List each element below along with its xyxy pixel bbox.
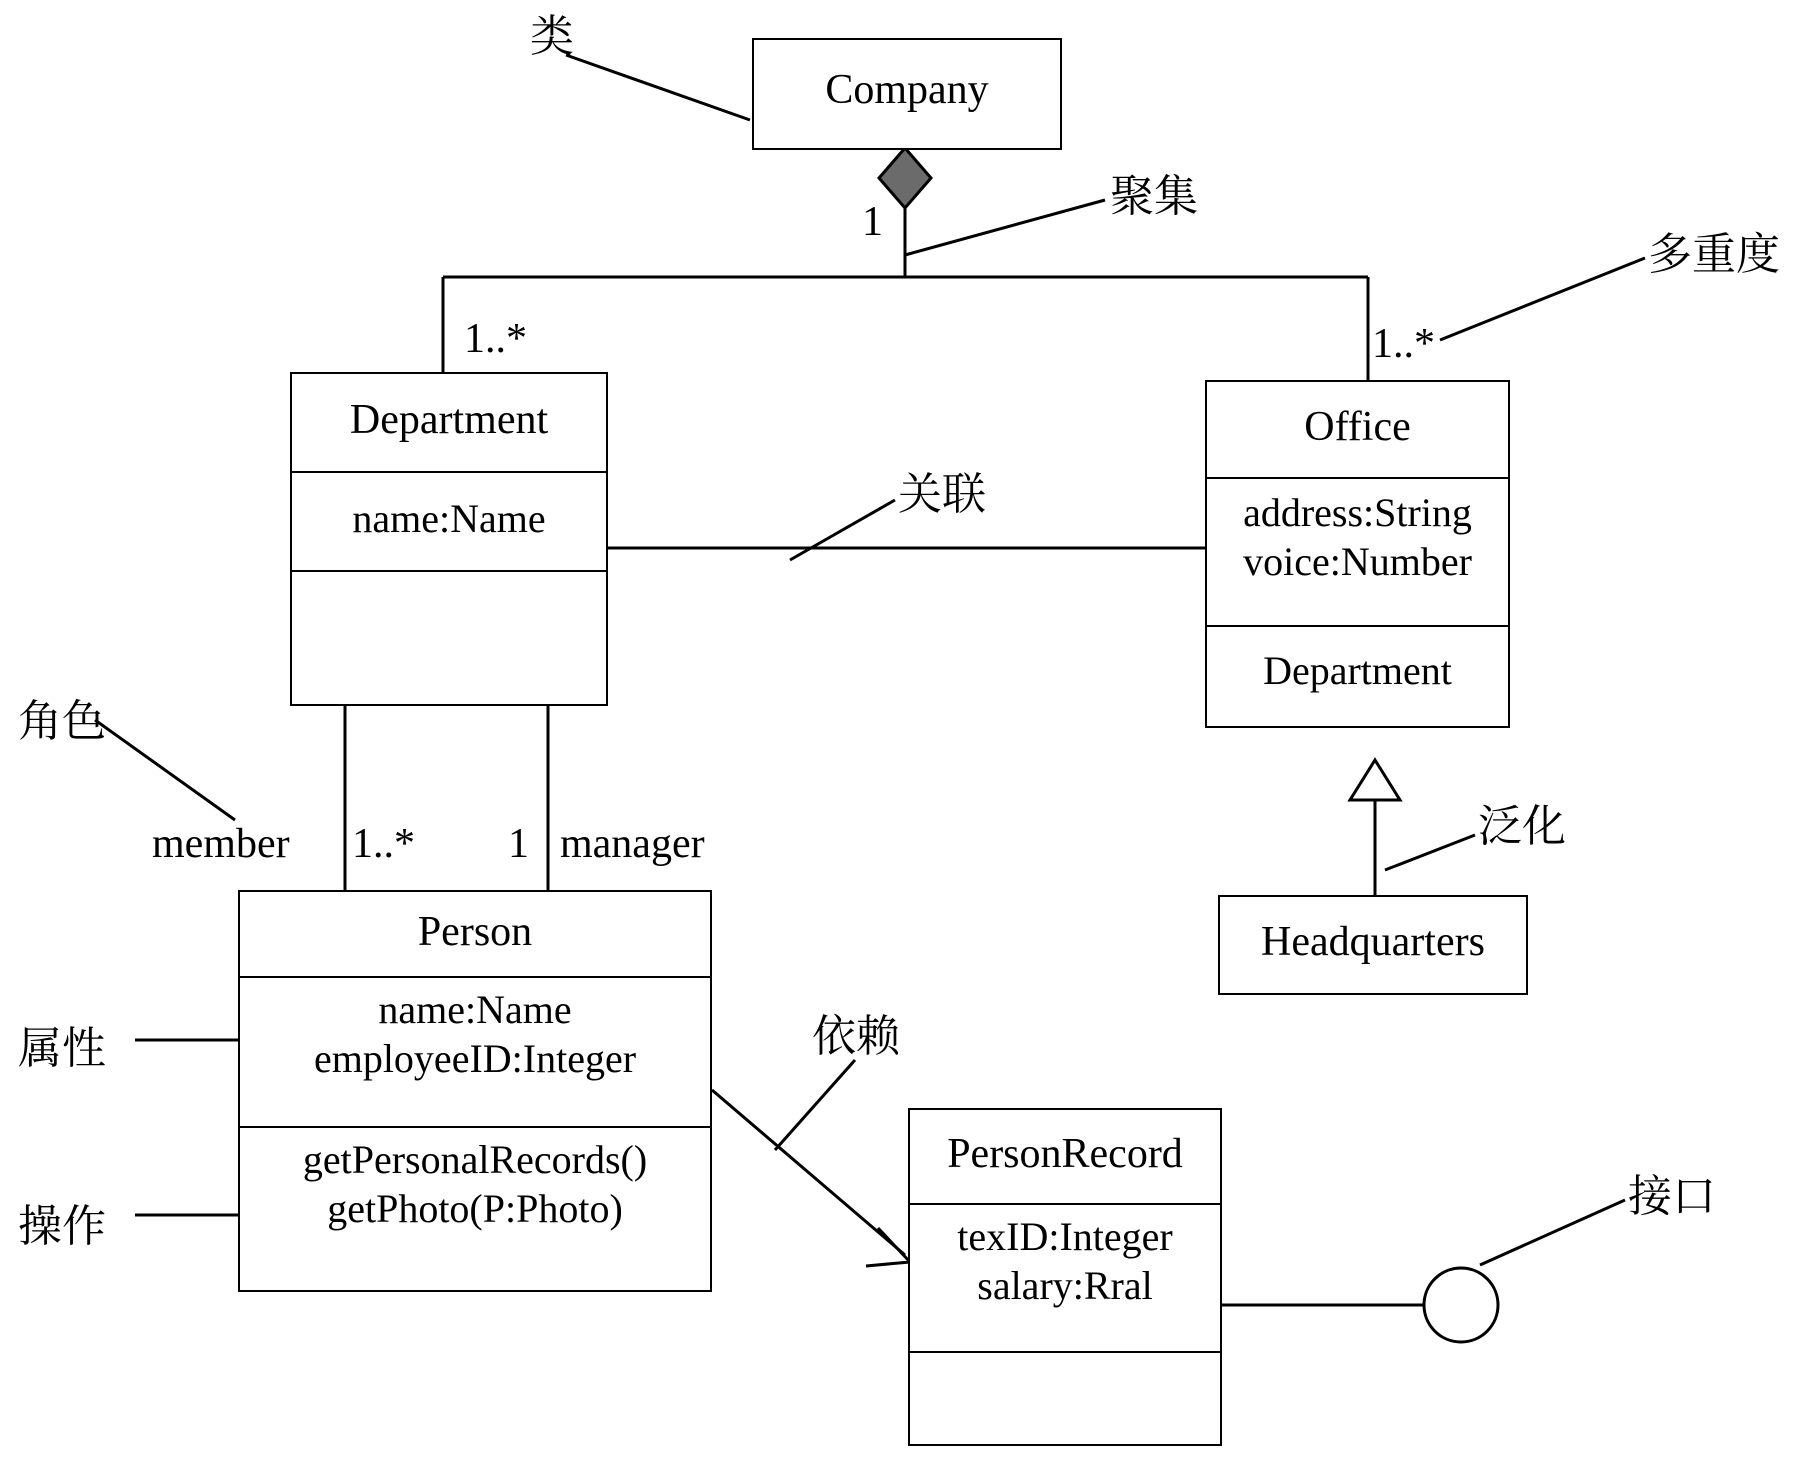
multiplicity-manager: 1 <box>508 821 529 867</box>
class-operation-person-getpersonalrecords: getPersonalRecords() <box>302 1137 648 1182</box>
class-name-headquarters: Headquarters <box>1261 919 1485 965</box>
class-attributes-personrecord <box>910 1205 1220 1351</box>
dependency-line <box>712 1090 905 1255</box>
annotation-role: 角色 <box>18 696 106 747</box>
class-attribute-office-address: address:String <box>1243 490 1472 535</box>
class-operation-person-getphoto: getPhoto(P:Photo) <box>327 1185 623 1231</box>
leader-interface <box>1480 1200 1625 1265</box>
class-name-person: Person <box>417 909 533 955</box>
class-box-headquarters[interactable] <box>1218 895 1528 995</box>
leader-association <box>790 500 895 560</box>
annotation-attribute: 属性 <box>18 1023 106 1074</box>
multiplicity-department: 1..* <box>464 316 527 362</box>
dependency-arrowhead <box>866 1228 910 1266</box>
class-attribute-person-employeeid: employeeID:Integer <box>313 1035 637 1081</box>
annotation-interface: 接口 <box>1628 1171 1716 1222</box>
class-box-personrecord[interactable] <box>908 1108 1222 1446</box>
class-attribute-person-name: name:Name <box>378 987 572 1032</box>
aggregation-diamond <box>879 148 931 208</box>
leader-dependency <box>775 1060 855 1150</box>
class-attribute-department-name: name:Name <box>352 496 546 541</box>
class-box-department[interactable] <box>290 372 608 706</box>
class-name-office: Office <box>1304 404 1411 450</box>
annotation-aggregation: 聚集 <box>1110 171 1198 222</box>
class-operations-personrecord <box>910 1353 1220 1464</box>
annotation-dependency: 依赖 <box>812 1011 900 1062</box>
annotation-multiplicity: 多重度 <box>1648 229 1780 280</box>
class-name-company: Company <box>825 67 989 113</box>
class-attributes-office <box>1207 479 1508 625</box>
leader-multiplicity <box>1440 258 1645 340</box>
class-box-person[interactable] <box>238 890 712 1292</box>
interface-lollipop-icon <box>1424 1268 1498 1342</box>
class-attributes-person <box>240 978 710 1126</box>
leader-generalization <box>1385 835 1475 870</box>
class-attribute-office-voice: voice:Number <box>1243 538 1472 584</box>
role-label-manager: manager <box>560 821 705 867</box>
annotation-operation: 操作 <box>18 1201 106 1252</box>
class-operations-person <box>240 1128 710 1312</box>
class-attribute-personrecord-salary: salary:Rral <box>977 1262 1153 1308</box>
multiplicity-member: 1..* <box>352 821 415 867</box>
leader-aggregation <box>905 200 1105 255</box>
class-attribute-personrecord-texid: texID:Integer <box>957 1214 1173 1259</box>
annotation-association: 关联 <box>898 469 986 520</box>
class-box-company[interactable] <box>752 38 1062 150</box>
multiplicity-office: 1..* <box>1372 321 1435 367</box>
multiplicity-company: 1 <box>862 199 883 245</box>
annotation-class: 类 <box>530 11 574 62</box>
class-operations-department <box>292 572 606 724</box>
class-name-department: Department <box>349 397 549 443</box>
leader-class <box>566 55 750 120</box>
generalization-triangle <box>1350 760 1400 800</box>
annotation-generalization: 泛化 <box>1478 801 1566 852</box>
class-name-personrecord: PersonRecord <box>947 1131 1183 1177</box>
class-box-office[interactable] <box>1205 380 1510 728</box>
leader-role <box>95 720 235 820</box>
class-operation-office-department: Department <box>1263 648 1452 693</box>
role-label-member: member <box>152 821 290 867</box>
